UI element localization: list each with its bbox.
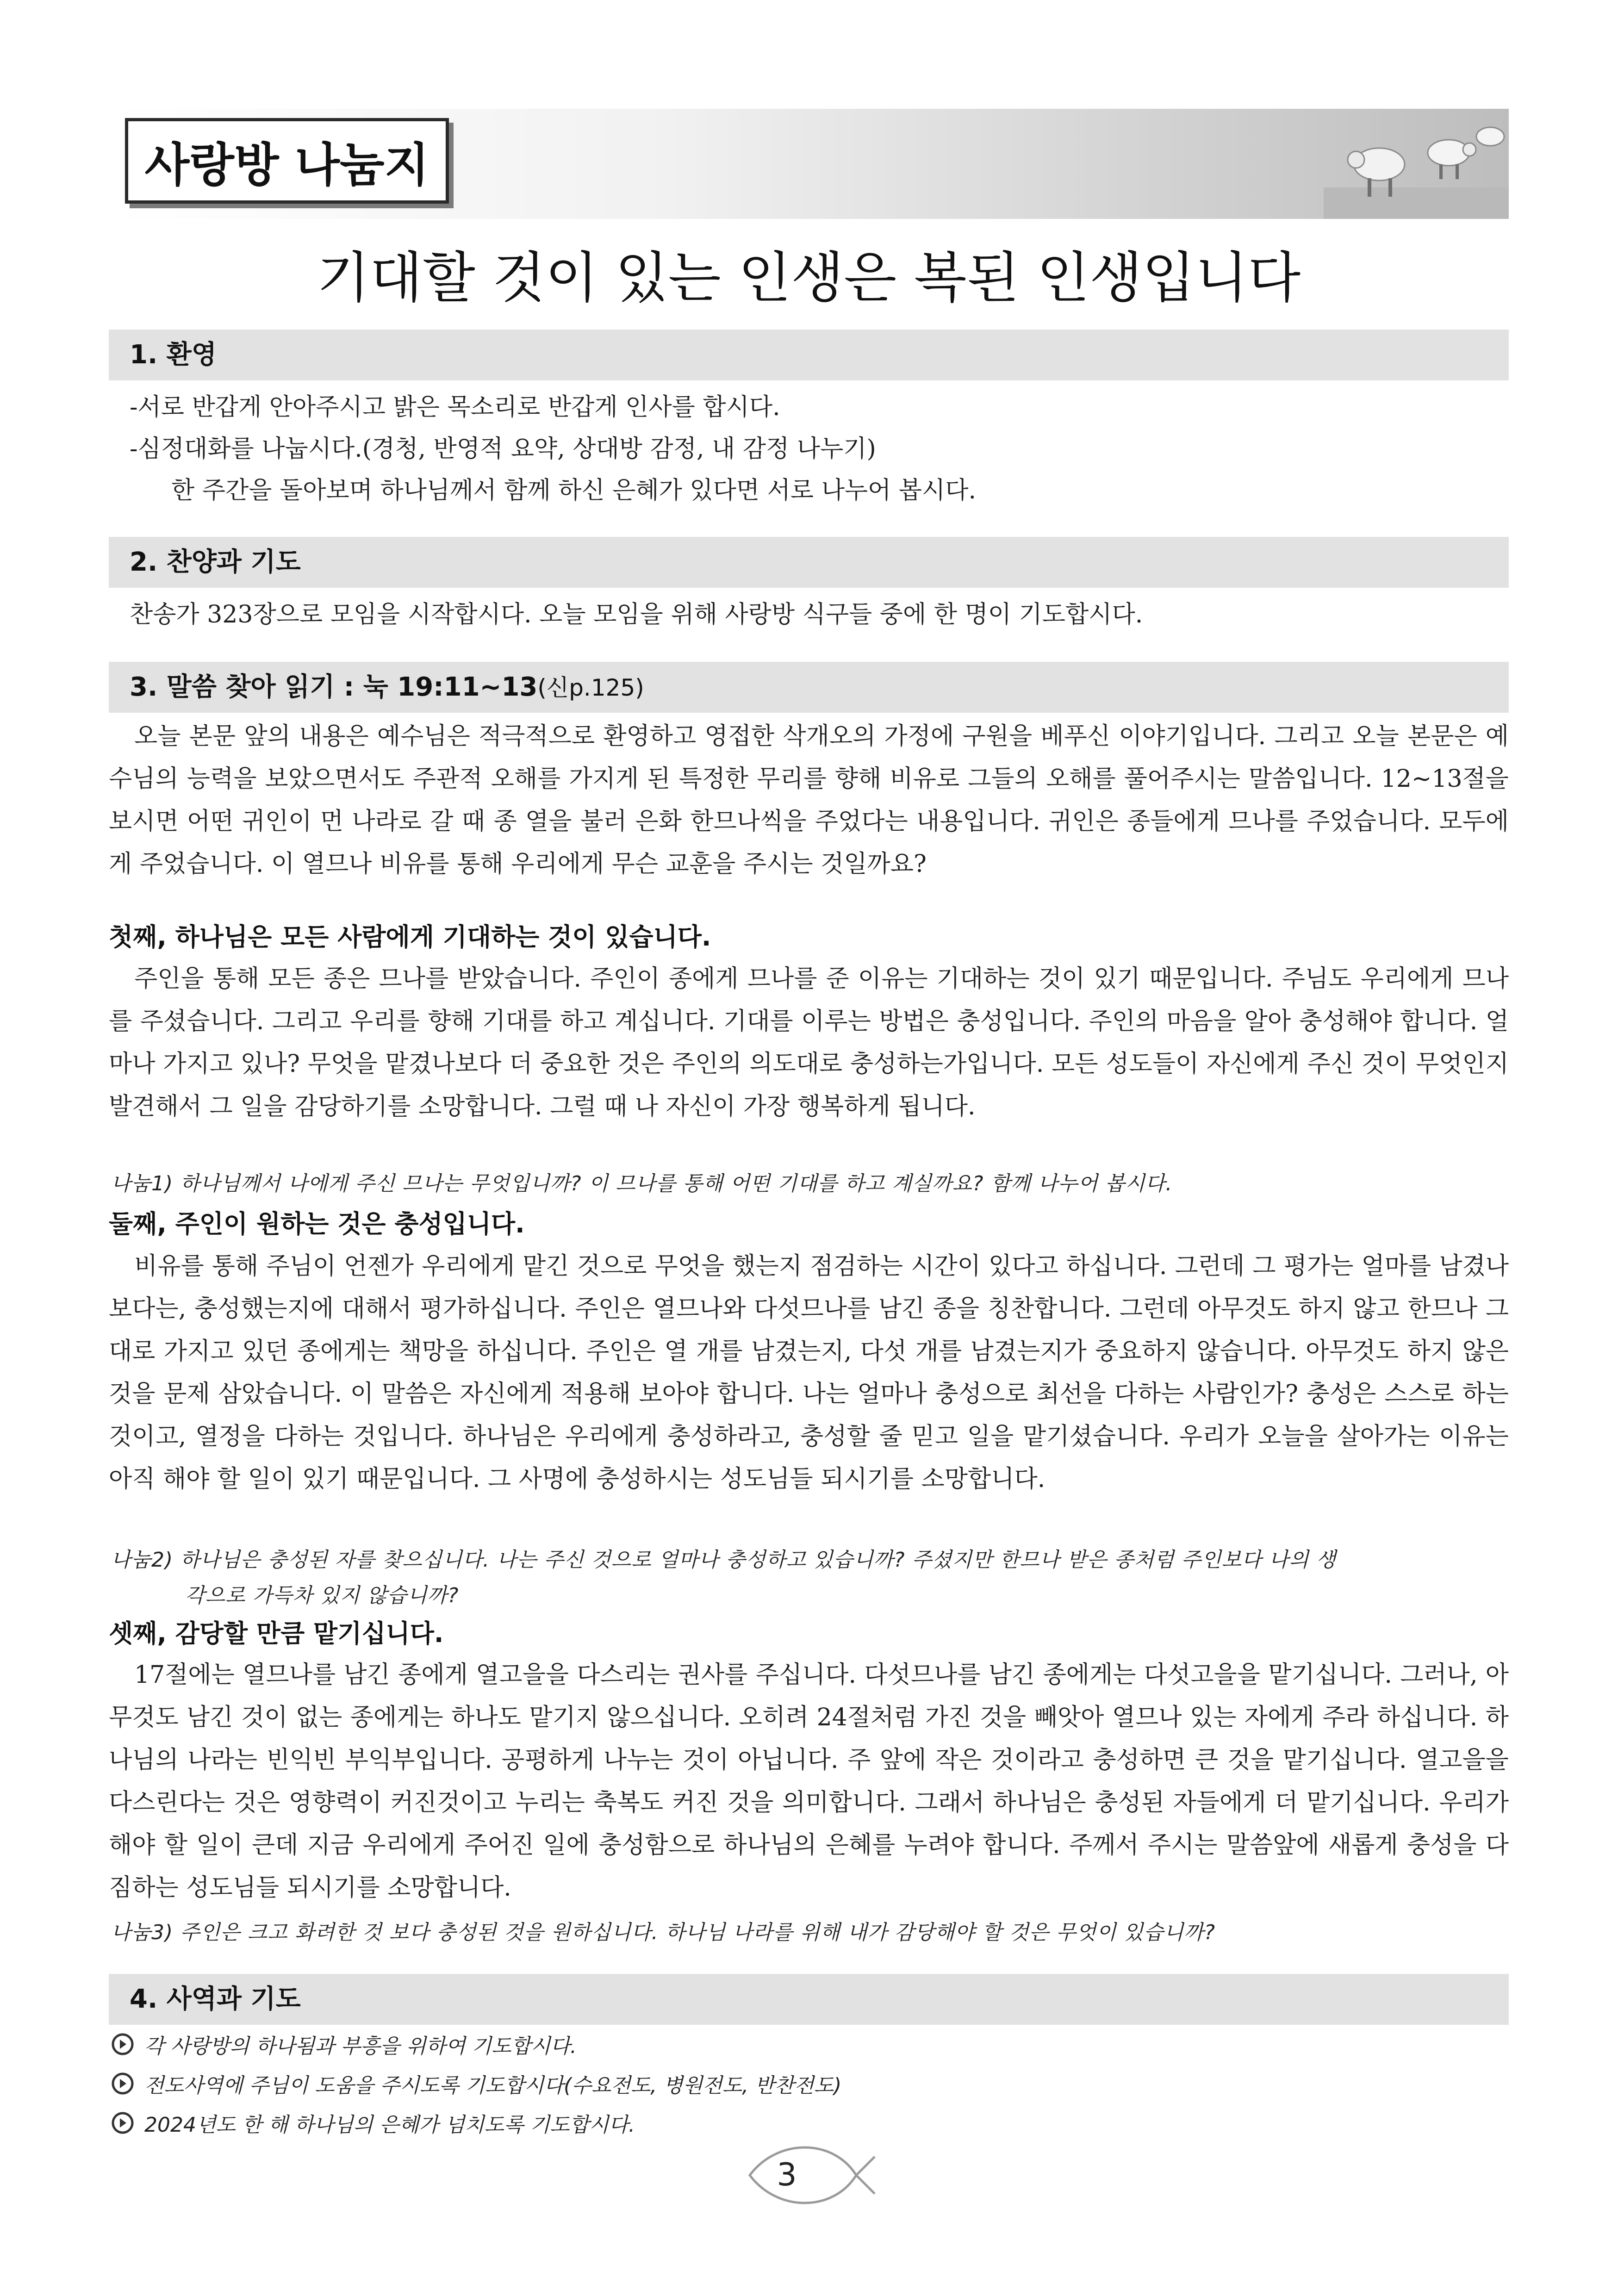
prayer-item-text: 각 사랑방의 하나됨과 부흥을 위하여 기도합시다.: [144, 2035, 577, 2058]
prayer-item-text: 전도사역에 주님이 도움을 주시도록 기도합시다(수요전도, 병원전도, 반찬전도): [144, 2074, 842, 2097]
section-heading-praise-prayer: 2. 찬양과 기도: [109, 537, 1509, 588]
share-question-2-line-2: 각으로 가득차 있지 않습니까?: [185, 1584, 459, 1607]
prayer-item: [111, 2069, 841, 2098]
share-question-1: 나눔1) 하나님께서 나에게 주신 므나는 무엇입니까? 이 므나를 통해 어떤 기대를 하고 계실까요? 함께 나누어 봅시다.: [111, 1172, 1173, 1195]
arrow-circle-icon: [111, 2111, 134, 2134]
page-number-footer: [741, 2134, 879, 2217]
page-title: 기대할 것이 있는 인생은 복된 인생입니다: [317, 246, 1301, 310]
sheep-photo-icon: [1324, 109, 1509, 219]
section-heading-scripture: [109, 662, 1509, 713]
scripture-ref: (신p.125): [537, 674, 644, 701]
arrow-circle-icon: [111, 2033, 134, 2056]
arrow-circle-icon: [111, 2072, 134, 2095]
scripture-intro-paragraph: 오늘 본문 앞의 내용은 예수님은 적극적으로 환영하고 영접한 삭개오의 가정에 구원을 베푸신 이야기입니다. 그리고 오늘 본문은 예수님의 능력을 보았으면서도 주관적 오해를 가지게 된 특정한 무리를 향해 비유로 그들의 오해를 풀어주시는 말씀입니다. 12~13절을 보시면 어떤 귀인이 먼 나라로 갈 때 종 열을 불러 은화 한므나씩을 주었다는 내용입니다. 귀인은 종들에게 므나를 주었습니다. 모두에게 주었습니다. 이 열므나 비유를 통해 우리에게 무슨 교훈을 주시는 것일까요?: [109, 722, 1509, 878]
welcome-line-3: 한 주간을 돌아보며 하나님께서 함께 하신 은혜가 있다면 서로 나누어 봅시다.: [171, 477, 977, 504]
section-title-box: 사랑방 나눔지: [125, 118, 449, 204]
share-question-3: 나눔3) 주인은 크고 화려한 것 보다 충성된 것을 원하십니다. 하나님 나라를 위해 내가 감당해야 할 것은 무엇이 있습니까?: [111, 1921, 1215, 1944]
section-heading-ministry-prayer: 4. 사역과 기도: [109, 1974, 1509, 2025]
section-heading-welcome: 1. 환영: [109, 330, 1509, 380]
share-question-2-line-1: 나눔2) 하나님은 충성된 자를 찾으십니다. 나는 주신 것으로 얼마나 충성하고 있습니까? 주셨지만 한므나 받은 종처럼 주인보다 나의 생: [111, 1548, 1336, 1572]
prayer-item: [111, 2108, 635, 2138]
prayer-item-text: 2024년도 한 해 하나님의 은혜가 넘치도록 기도합시다.: [144, 2113, 635, 2137]
welcome-line-1: -서로 반갑게 안아주시고 밝은 목소리로 반갑게 인사를 합시다.: [130, 393, 780, 421]
praise-line: 찬송가 323장으로 모임을 시작합시다. 오늘 모임을 위해 사랑방 식구들 중에 한 명이 기도합시다.: [130, 601, 1143, 628]
point-1-body: 주인을 통해 모든 종은 므나를 받았습니다. 주인이 종에게 므나를 준 이유는 기대하는 것이 있기 때문입니다. 주님도 우리에게 므나를 주셨습니다. 그리고 우리를 향해 기대를 하고 계십니다. 기대를 이루는 방법은 충성입니다. 주인의 마음을 알아 충성해야 합니다. 얼마나 가지고 있나? 무엇을 맡겼나보다 더 중요한 것은 주인의 의도대로 충성하는가입니다. 모든 성도들이 자신에게 주신 것이 무엇인지 발견해서 그 일을 감당하기를 소망합니다. 그럴 때 나 자신이 가장 행복하게 됩니다.: [109, 965, 1509, 1120]
point-3-title: 셋째, 감당할 만큼 맡기십니다.: [109, 1619, 444, 1648]
point-1-title: 첫째, 하나님은 모든 사람에게 기대하는 것이 있습니다.: [109, 922, 711, 952]
scripture-heading-text: 3. 말씀 찾아 읽기 : 눅 19:11~13: [130, 672, 538, 702]
point-3-body: 17절에는 열므나를 남긴 종에게 열고을을 다스리는 권사를 주십니다. 다섯므나를 남긴 종에게는 다섯고을을 맡기십니다. 그러나, 아무것도 남긴 것이 없는 종에게는 하나도 맡기지 않으십니다. 오히려 24절처럼 가진 것을 빼앗아 열므나 있는 자에게 주라 하십니다. 하나님의 나라는 빈익빈 부익부입니다. 공평하게 나누는 것이 아닙니다. 주 앞에 작은 것이라고 충성하면 큰 것을 맡기십니다. 열고을을 다스린다는 것은 영향력이 커진것이고 누리는 축복도 커진 것을 의미합니다. 그래서 하나님은 충성된 자들에게 더 맡기십니다. 우리가 해야 할 일이 큰데 지금 우리에게 주어진 일에 충성함으로 하나님의 은혜를 누려야 합니다. 주께서 주시는 말씀앞에 새롭게 충성을 다짐하는 성도님들 되시기를 소망합니다.: [109, 1661, 1509, 1902]
point-2-title: 둘째, 주인이 원하는 것은 충성입니다.: [109, 1209, 525, 1238]
prayer-item: [111, 2029, 577, 2059]
welcome-line-2: -심정대화를 나눕시다.(경청, 반영적 요약, 상대방 감정, 내 감정 나누기): [130, 435, 876, 463]
point-2-body: 비유를 통해 주님이 언젠가 우리에게 맡긴 것으로 무엇을 했는지 점검하는 시간이 있다고 하십니다. 그런데 그 평가는 얼마를 남겼나 보다는, 충성했는지에 대해서 평가하십니다. 주인은 열므나와 다섯므나를 남긴 종을 칭찬합니다. 그런데 아무것도 하지 않고 한므나 그대로 가지고 있던 종에게는 책망을 하십니다. 주인은 열 개를 남겼는지, 다섯 개를 남겼는지가 중요하지 않습니다. 아무것도 하지 않은 것을 문제 삼았습니다. 이 말씀은 자신에게 적용해 보아야 합니다. 나는 얼마나 충성으로 최선을 다하는 사람인가? 충성은 스스로 하는 것이고, 열정을 다하는 것입니다. 하나님은 우리에게 충성하라고, 충성할 줄 믿고 일을 맡기셨습니다. 우리가 오늘을 살아가는 이유는 아직 해야 할 일이 있기 때문입니다. 그 사명에 충성하시는 성도님들 되시기를 소망합니다.: [109, 1252, 1509, 1493]
page-number: 3: [777, 2157, 797, 2193]
